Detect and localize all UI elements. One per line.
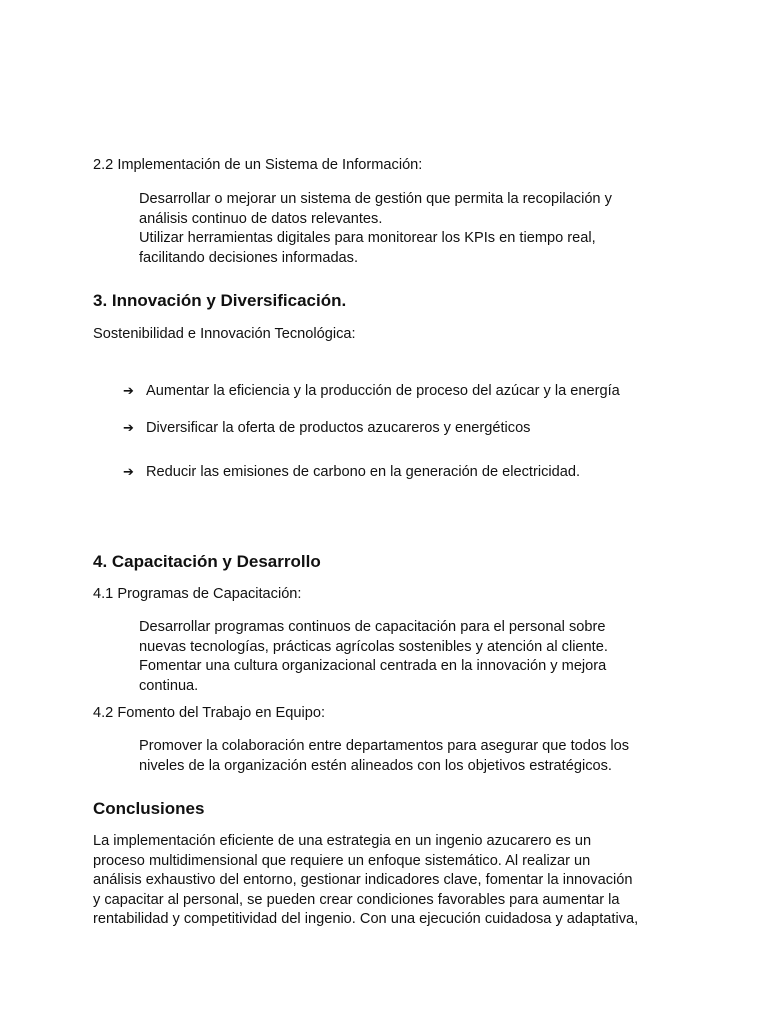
subheading-4-2: 4.2 Fomento del Trabajo en Equipo: bbox=[93, 705, 326, 721]
body-line: Desarrollar o mejorar un sistema de gestión que permita la recopilación y bbox=[139, 191, 612, 207]
right-arrow-icon: ➔ bbox=[123, 384, 134, 399]
bullet-text: Aumentar la eficiencia y la producción de proceso del azúcar y la energía bbox=[146, 383, 620, 399]
subheading-2-2: 2.2 Implementación de un Sistema de Información: bbox=[93, 157, 423, 173]
body-line: y capacitar al personal, se pueden crear condiciones favorables para aumentar la bbox=[93, 891, 620, 908]
subheading-4-1: 4.1 Programas de Capacitación: bbox=[93, 586, 302, 602]
body-line: La implementación eficiente de una estrategia en un ingenio azucarero es un bbox=[93, 833, 592, 849]
right-arrow-icon: ➔ bbox=[123, 421, 134, 436]
section-4-1-body bbox=[139, 618, 608, 696]
body-line: niveles de la organización estén alineados con los objetivos estratégicos. bbox=[139, 757, 612, 774]
body-line: continua. bbox=[139, 677, 199, 694]
body-line: Promover la colaboración entre departamentos para asegurar que todos los bbox=[139, 738, 629, 754]
body-line: análisis continuo de datos relevantes. bbox=[139, 210, 383, 227]
section-4-2-body bbox=[139, 737, 629, 776]
bullet-text: Reducir las emisiones de carbono en la generación de electricidad. bbox=[146, 464, 581, 480]
conclusions-body bbox=[93, 832, 638, 930]
body-line: Desarrollar programas continuos de capacitación para el personal sobre bbox=[139, 619, 606, 635]
body-line: rentabilidad y competitividad del ingenio. Con una ejecución cuidadosa y adaptativa, bbox=[93, 911, 639, 928]
body-line: Utilizar herramientas digitales para monitorear los KPIs en tiempo real, bbox=[139, 230, 596, 247]
body-line: Fomentar una cultura organizacional centrada en la innovación y mejora bbox=[139, 658, 607, 675]
section-2-2-body bbox=[139, 190, 612, 268]
body-line: nuevas tecnologías, prácticas agrícolas sostenibles y atención al cliente. bbox=[139, 638, 608, 655]
body-line: facilitando decisiones informadas. bbox=[139, 249, 359, 266]
heading-section-4: 4. Capacitación y Desarrollo bbox=[93, 552, 321, 571]
bullet-text: Diversificar la oferta de productos azucareros y energéticos bbox=[146, 420, 531, 436]
heading-conclusiones: Conclusiones bbox=[93, 799, 205, 818]
right-arrow-icon: ➔ bbox=[123, 465, 134, 480]
body-line: proceso multidimensional que requiere un enfoque sistemático. Al realizar un bbox=[93, 852, 591, 869]
subheading-sostenibilidad: Sostenibilidad e Innovación Tecnológica: bbox=[93, 326, 356, 342]
heading-section-3: 3. Innovación y Diversificación. bbox=[93, 291, 347, 310]
bullet-item bbox=[123, 419, 530, 439]
bullet-item bbox=[123, 382, 620, 402]
bullet-item bbox=[123, 463, 580, 483]
body-line: análisis exhaustivo del entorno, gestionar indicadores clave, fomentar la innovación bbox=[93, 872, 633, 889]
